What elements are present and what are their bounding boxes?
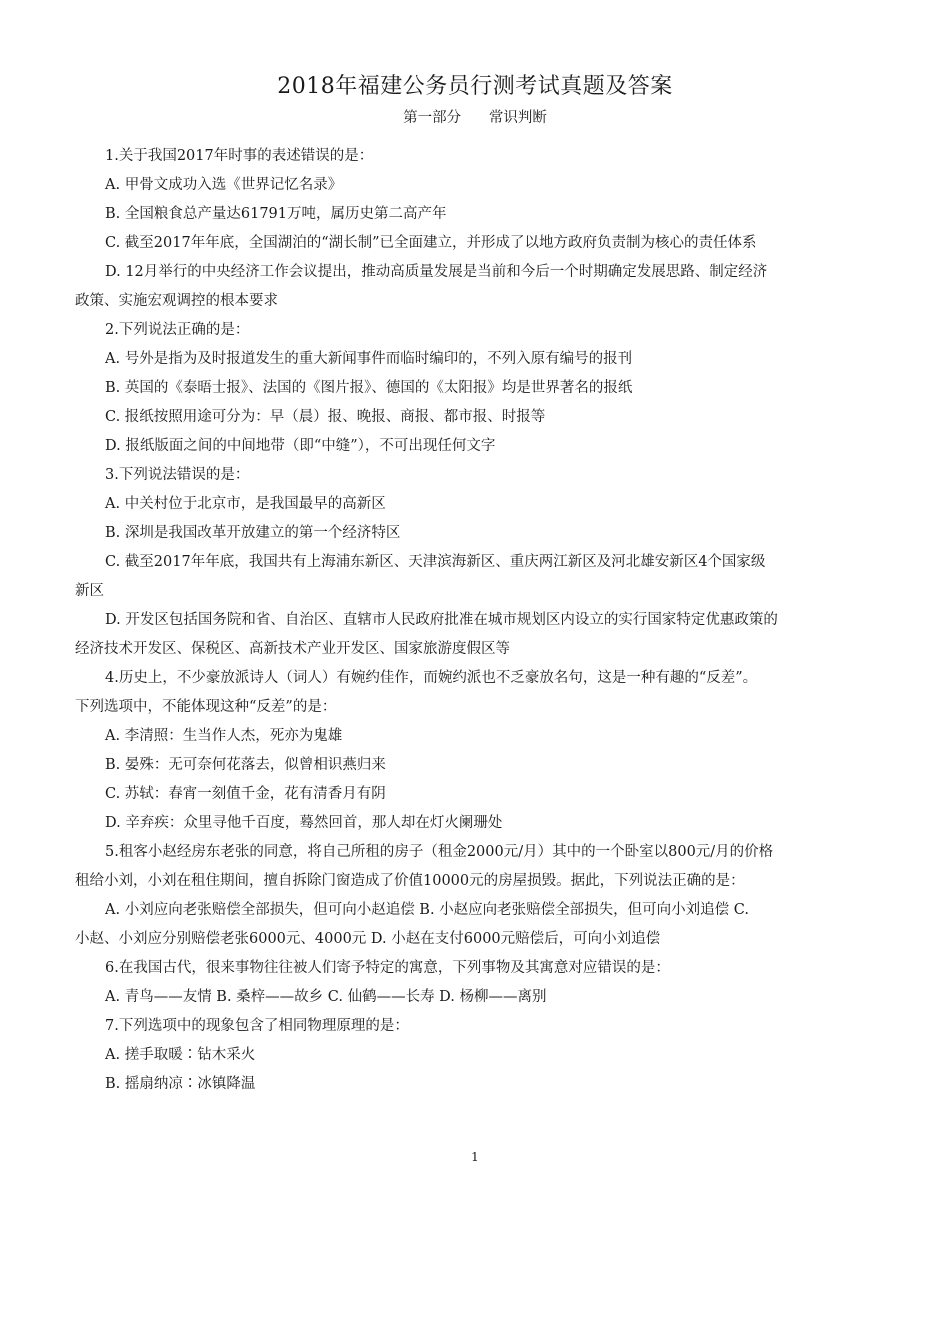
question-4-stem: 4.历史上，不少豪放派诗人（词人）有婉约佳作，而婉约派也不乏豪放名句，这是一种有趣的“反差”。 bbox=[105, 670, 758, 686]
question-4-option-d: D. 辛弃疾：众里寻他千百度，蓦然回首，那人却在灯火阑珊处 bbox=[105, 815, 503, 831]
question-2-option-c: C. 报纸按照用途可分为：早（晨）报、晚报、商报、都市报、时报等 bbox=[105, 409, 546, 425]
question-5-options-continued: 小赵、小刘应分别赔偿老张6000元、4000元 D. 小赵在支付6000元赔偿后，可向小刘追偿 bbox=[75, 931, 661, 947]
question-4-option-a: A. 李清照：生当作人杰，死亦为鬼雄 bbox=[105, 728, 343, 744]
question-6-options: A. 青鸟——友情 B. 桑梓——故乡 C. 仙鹤——长寿 D. 杨柳——离别 bbox=[105, 989, 547, 1005]
question-3-option-d-continued: 经济技术开发区、保税区、高新技术产业开发区、国家旅游度假区等 bbox=[75, 641, 510, 657]
question-4-option-c: C. 苏轼：春宵一刻值千金，花有清香月有阴 bbox=[105, 786, 386, 802]
question-3-option-a: A. 中关村位于北京市，是我国最早的高新区 bbox=[105, 496, 386, 512]
document-title: 2018年福建公务员行测考试真题及答案 bbox=[277, 74, 673, 99]
question-4-option-b: B. 晏殊：无可奈何花落去，似曾相识燕归来 bbox=[105, 757, 386, 773]
question-2-option-d: D. 报纸版面之间的中间地带（即“中缝”），不可出现任何文字 bbox=[105, 438, 496, 454]
question-6-stem: 6.在我国古代，很来事物往往被人们寄予特定的寓意，下列事物及其寓意对应错误的是： bbox=[105, 960, 670, 976]
document-body bbox=[75, 142, 881, 1099]
question-2-option-a: A. 号外是指为及时报道发生的重大新闻事件而临时编印的，不列入原有编号的报刊 bbox=[105, 351, 633, 367]
question-3-option-c-continued: 新区 bbox=[75, 583, 104, 599]
question-7-option-a: A. 搓手取暖∶钻木采火 bbox=[105, 1047, 256, 1063]
question-3-option-b: B. 深圳是我国改革开放建立的第一个经济特区 bbox=[105, 525, 401, 541]
question-3-stem: 3.下列说法错误的是： bbox=[105, 467, 250, 483]
question-7-stem: 7.下列选项中的现象包含了相同物理原理的是： bbox=[105, 1018, 409, 1034]
question-2-option-b: B. 英国的《泰晤士报》、法国的《图片报》、德国的《太阳报》均是世界著名的报纸 bbox=[105, 380, 633, 396]
question-7-option-b: B. 摇扇纳凉∶冰镇降温 bbox=[105, 1076, 256, 1092]
question-1-option-b: B. 全国粮食总产量达61791万吨，属历史第二高产年 bbox=[105, 206, 447, 222]
question-3-option-d: D. 开发区包括国务院和省、自治区、直辖市人民政府批准在城市规划区内设立的实行国家特定优惠政策的 bbox=[105, 612, 778, 628]
question-3-option-c: C. 截至2017年年底，我国共有上海浦东新区、天津滨海新区、重庆两江新区及河北雄安新区4个国家级 bbox=[105, 554, 766, 570]
question-5-stem: 5.租客小赵经房东老张的同意，将自己所租的房子（租金2000元/月）其中的一个卧室以800元/月的价格 bbox=[105, 844, 774, 860]
question-5-options: A. 小刘应向老张赔偿全部损失，但可向小赵追偿 B. 小赵应向老张赔偿全部损失，但可向小刘追偿 C. bbox=[105, 902, 749, 918]
question-2-stem: 2.下列说法正确的是： bbox=[105, 322, 250, 338]
question-1-stem: 1.关于我国2017年时事的表述错误的是： bbox=[105, 148, 374, 164]
question-1-option-d-continued: 政策、实施宏观调控的根本要求 bbox=[75, 293, 278, 309]
page-number: 1 bbox=[471, 1150, 479, 1164]
question-1-option-d: D. 12月举行的中央经济工作会议提出，推动高质量发展是当前和今后一个时期确定发展思路、制定经济 bbox=[105, 264, 768, 280]
question-5-stem-continued: 租给小刘，小刘在租住期间，擅自拆除门窗造成了价值10000元的房屋损毁。据此，下列说法正确的是： bbox=[75, 873, 745, 889]
question-1-option-c: C. 截至2017年年底，全国湖泊的“湖长制”已全面建立，并形成了以地方政府负责制为核心的责任体系 bbox=[105, 235, 757, 251]
question-1-option-a: A. 甲骨文成功入选《世界记忆名录》 bbox=[105, 177, 343, 193]
section-heading: 第一部分 常识判断 bbox=[403, 110, 547, 126]
question-4-stem-continued: 下列选项中，不能体现这种“反差”的是： bbox=[75, 699, 337, 715]
